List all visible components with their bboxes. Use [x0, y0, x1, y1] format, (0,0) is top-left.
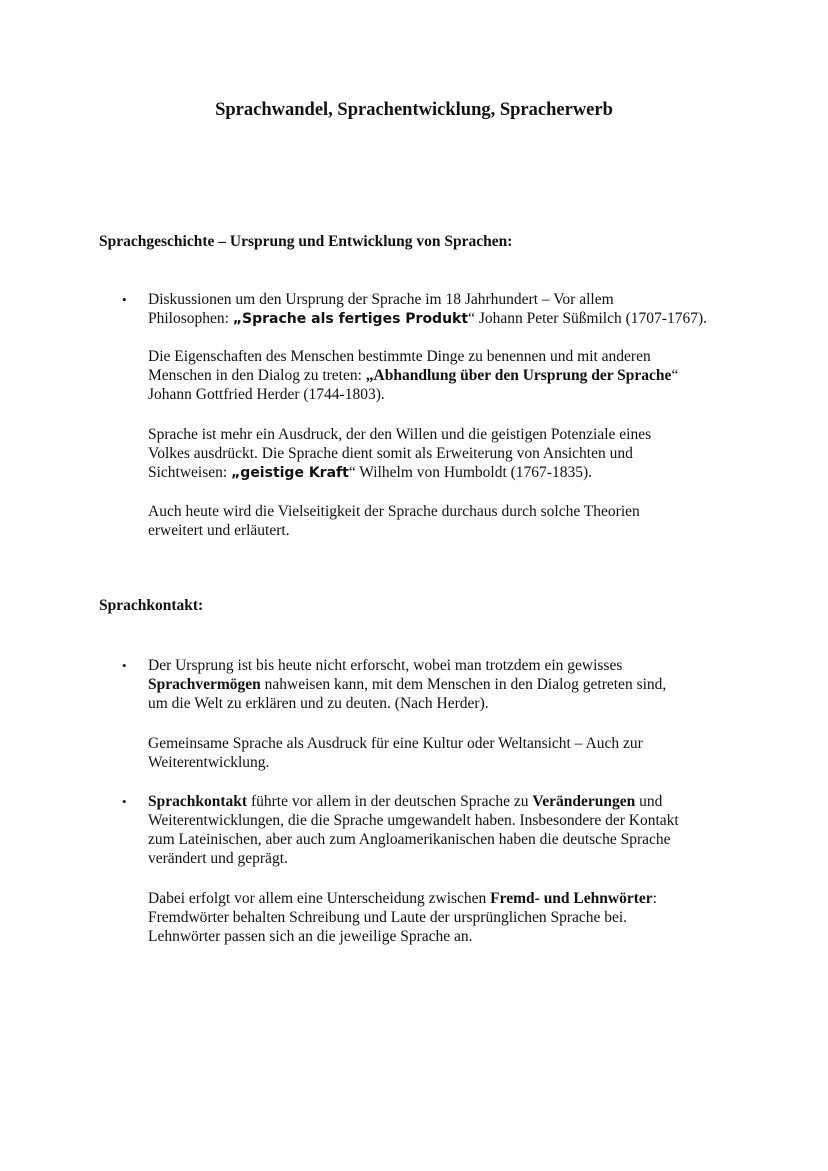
paragraph-suessmilch	[148, 290, 788, 329]
text-line: Die Eigenschaften des Menschen bestimmte Dinge zu benennen und mit anderen	[148, 348, 651, 365]
paragraph-fremd-lehnwoerter	[148, 889, 788, 946]
bold-term: „Sprache als fertiges Produkt	[232, 311, 469, 327]
text-line: Der Ursprung ist bis heute nicht erforscht, wobei man trotzdem ein gewisses	[148, 657, 623, 674]
text-line: Volkes ausdrückt. Die Sprache dient somit als Erweiterung von Ansichten und	[148, 445, 633, 462]
text-line: Menschen in den Dialog zu treten: „Abhandlung über den Ursprung der Sprache“	[148, 367, 679, 384]
document-title: Sprachwandel, Sprachentwicklung, Spracherwerb	[215, 100, 613, 120]
bold-term: „Abhandlung über den Ursprung der Sprache	[365, 367, 672, 384]
paragraph-heute	[148, 502, 788, 540]
paragraph-sprachkontakt	[148, 792, 788, 868]
text-line: Philosophen: „Sprache als fertiges Produkt“ Johann Peter Süßmilch (1707-1767).	[148, 310, 707, 327]
bullet-marker: •	[122, 658, 127, 673]
text-line: Dabei erfolgt vor allem eine Unterscheidung zwischen Fremd- und Lehnwörter:	[148, 890, 657, 907]
text-line: Sprache ist mehr ein Ausdruck, der den Willen und die geistigen Potenziale eines	[148, 426, 652, 443]
text-line: erweitert und erläutert.	[148, 522, 290, 539]
paragraph-gemeinsame-sprache	[148, 734, 788, 772]
text-line: Diskussionen um den Ursprung der Sprache im 18 Jahrhundert – Vor allem	[148, 291, 614, 308]
section-heading-sprachgeschichte: Sprachgeschichte – Ursprung und Entwicklung von Sprachen:	[99, 233, 513, 250]
text-line: Sprachvermögen nahweisen kann, mit dem Menschen in den Dialog getreten sind,	[148, 676, 667, 693]
text-line: Auch heute wird die Vielseitigkeit der Sprache durchaus durch solche Theorien	[148, 503, 640, 520]
paragraph-ursprung	[148, 656, 788, 713]
paragraph-humboldt	[148, 425, 788, 483]
text-line: Lehnwörter passen sich an die jeweilige Sprache an.	[148, 928, 473, 945]
text-line: Sichtweisen: „geistige Kraft“ Wilhelm von Humboldt (1767-1835).	[148, 464, 592, 481]
bullet-marker: •	[122, 292, 127, 307]
bullet-marker: •	[122, 794, 127, 809]
bold-term: „geistige Kraft	[231, 465, 349, 481]
text-line: Sprachkontakt führte vor allem in der deutschen Sprache zu Veränderungen und	[148, 793, 663, 810]
text-line: Weiterentwicklungen, die die Sprache umgewandelt haben. Insbesondere der Kontakt	[148, 812, 679, 829]
text-line: verändert und geprägt.	[148, 850, 288, 867]
bold-term: Fremd- und Lehnwörter	[490, 890, 653, 907]
paragraph-herder	[148, 347, 788, 404]
text-line: um die Welt zu erklären und zu deuten. (Nach Herder).	[148, 695, 489, 712]
bold-term: Veränderungen	[532, 793, 636, 810]
text-line: Weiterentwicklung.	[148, 754, 270, 771]
text-line: Johann Gottfried Herder (1744-1803).	[148, 386, 385, 403]
text-line: Fremdwörter behalten Schreibung und Laute der ursprünglichen Sprache bei.	[148, 909, 628, 926]
section-heading-sprachkontakt: Sprachkontakt:	[99, 597, 204, 614]
text-line: Gemeinsame Sprache als Ausdruck für eine Kultur oder Weltansicht – Auch zur	[148, 735, 643, 752]
bold-term: Sprachkontakt	[148, 793, 248, 810]
text-line: zum Lateinischen, aber auch zum Angloamerikanischen haben die deutsche Sprache	[148, 831, 671, 848]
bold-term: Sprachvermögen	[148, 676, 261, 693]
